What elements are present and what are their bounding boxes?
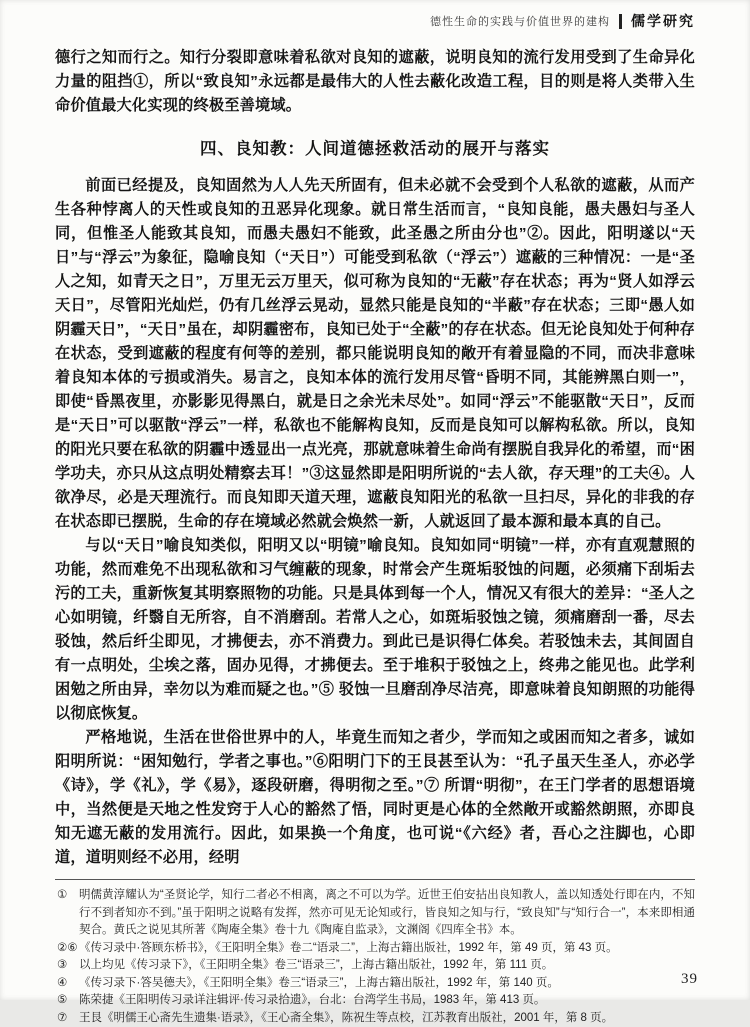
footnote-marker: ⑦	[55, 1010, 79, 1027]
journal-title: 儒学研究	[631, 11, 695, 31]
footnote-marker: ④	[55, 975, 79, 993]
header-divider-bar	[619, 14, 622, 29]
footnote-text: 王艮《明儒王心斋先生遗集·语录》，《王心斋全集》，陈祝生等点校，江苏教育出版社，2001 年，第 8 页。	[79, 1010, 695, 1027]
section-heading: 四、良知教：人间道德拯救活动的展开与落实	[55, 135, 695, 159]
running-title: 德性生命的实践与价值世界的建构	[430, 13, 610, 29]
body-paragraph: 与以“天日”喻良知类似，阳明又以“明镜”喻良知。良知如同“明镜”一样，亦有直观慧照的功能，然而难免不出现私欲和习气缠蔽的现象，时常会产生斑垢驳蚀的问题，必须痛下刮垢去污的工夫，重新恢复其明察照物的功能。只是具体到每一个人，情况又有很大的差异：“圣人之心如明镜，纤翳自无所容，自不消磨刮。若常人之心，如斑垢驳蚀之镜，须痛磨刮一番，尽去驳蚀，然后纤尘即见，才拂便去，亦不消费力。到此已是识得仁体矣。若驳蚀未去，其间固自有一点明处，尘埃之落，固办见得，才拂便去。至于堆积于驳蚀之上，终弗之能见也。此学利困勉之所由异，幸勿以为难而疑之也。”⑤ 驳蚀一旦磨刮净尽洁亮，即意味着良知朗照的功能得以彻底恢复。	[55, 534, 695, 726]
footnote-section	[55, 879, 695, 1027]
body-paragraph: 严格地说，生活在世俗世界中的人，毕竟生而知之者少，学而知之或困而知之者多，诚如阳明所说：“困知勉行，学者之事也。”⑥阳明门下的王艮甚至认为：“孔子虽天生圣人，亦必学《诗》，学《礼》，学《易》，逐段研磨，得明彻之至。”⑦ 所谓“明彻”，在王门学者的思想语境中，当然便是天地之性发窍于人心的豁然了悟，同时更是心体的全然敞开或豁然朗照，亦即良知无遮无蔽的发用流行。因此，如果换一个角度，也可说“《六经》者，吾心之注脚也，心即道，道明则经不必用，经明	[55, 726, 695, 870]
footnote-item	[55, 992, 695, 1010]
footnote-marker: ⑤	[55, 992, 79, 1010]
footnote-item	[55, 975, 695, 993]
footnote-marker: ③	[55, 957, 79, 975]
footnote-text: 《传习录中·答顾东桥书》，《王阳明全集》卷二“语录二”，上海古籍出版社，1992 年，第 49 页，第 43 页。	[79, 940, 695, 958]
footnote-item	[55, 940, 695, 958]
footnote-marker: ①	[55, 887, 79, 940]
footnote-text: 陈荣捷《王阳明传习录详注辑评·传习录拾遗》，台北：台湾学生书局，1983 年，第 413 页。	[79, 992, 695, 1010]
footnote-marker: ②⑥	[55, 940, 79, 958]
footnote-item	[55, 957, 695, 975]
footnote-text: 明儒黄淳耀认为“圣贤论学，知行二者必不相离，离之不可以为学。近世王伯安拈出良知教人，盖以知透处行即在内，不知行不到者知亦不到。”虽于阳明之说略有发挥，然亦可见无论知或行，皆良知之知与行，“致良知”与“知行合一”，本来即相通契合。黄氏之说见其所著《陶庵全集》卷十九《陶庵自监录》，文渊阁《四库全书》本。	[79, 887, 695, 940]
page-number: 39	[681, 971, 698, 988]
footnote-item	[55, 887, 695, 940]
footnote-item	[55, 1010, 695, 1027]
footnote-text: 《传习录下·答吴德夫》，《王阳明全集》卷三“语录三”，上海古籍出版社，1992 年，第 140 页。	[79, 975, 695, 993]
body-paragraph-continuation: 德行之知而行之。知行分裂即意味着私欲对良知的遮蔽，说明良知的流行发用受到了生命异化力量的阻挡①，所以“致良知”永远都是最伟大的人性去蔽化改造工程，目的则是将人类带入生命价值最大化实现的终极至善境域。	[55, 46, 695, 118]
running-header	[55, 8, 695, 34]
body-paragraph: 前面已经提及，良知固然为人人先天所固有，但未必就不会受到个人私欲的遮蔽，从而产生各种悖离人的天性或良知的丑恶异化现象。就日常生活而言，“良知良能，愚夫愚妇与圣人同，但惟圣人能致其良知，而愚夫愚妇不能致，此圣愚之所由分也”②。因此，阳明遂以“天日”与“浮云”为象征，隐喻良知（“天日”）可能受到私欲（“浮云”）遮蔽的三种情况：一是“圣人之知，如青天之日”，万里无云万里天，似可称为良知的“无蔽”存在状态；再为“贤人如浮云天日”，尽管阳光灿烂，仍有几丝浮云晃动，显然只能是良知的“半蔽”存在状态；三即“愚人如阴霾天日”，“天日”虽在，却阴霾密布，良知已处于“全蔽”的存在状态。但无论良知处于何种存在状态，受到遮蔽的程度有何等的差别，都只能说明良知的敞开有着显隐的不同，而决非意味着良知本体的亏损或消失。易言之，良知本体的流行发用尽管“昏明不同，其能辨黑白则一”，即使“昏黑夜里，亦影影见得黑白，就是日之余光未尽处”。如同“浮云”不能驱散“天日”，反而是“天日”可以驱散“浮云”一样，私欲也不能解构良知，反而是良知可以解构私欲。所以，良知的阳光只要在私欲的阴霾中透显出一点光亮，那就意味着生命尚有摆脱自我异化的希望，而“困学功夫，亦只从这点明处精察去耳！”③这显然即是阳明所说的“去人欲，存天理”的工夫④。人欲净尽，必是天理流行。而良知即天道天理，遮蔽良知阳光的私欲一旦扫尽，异化的非我的存在状态即已摆脱，生命的存在境域必然就会焕然一新，人就返回了最本源和最本真的自己。	[55, 174, 695, 534]
footnote-text: 以上均见《传习录下》，《王阳明全集》卷三“语录三”，上海古籍出版社，1992 年，第 111 页。	[79, 957, 695, 975]
page-body	[55, 46, 695, 870]
